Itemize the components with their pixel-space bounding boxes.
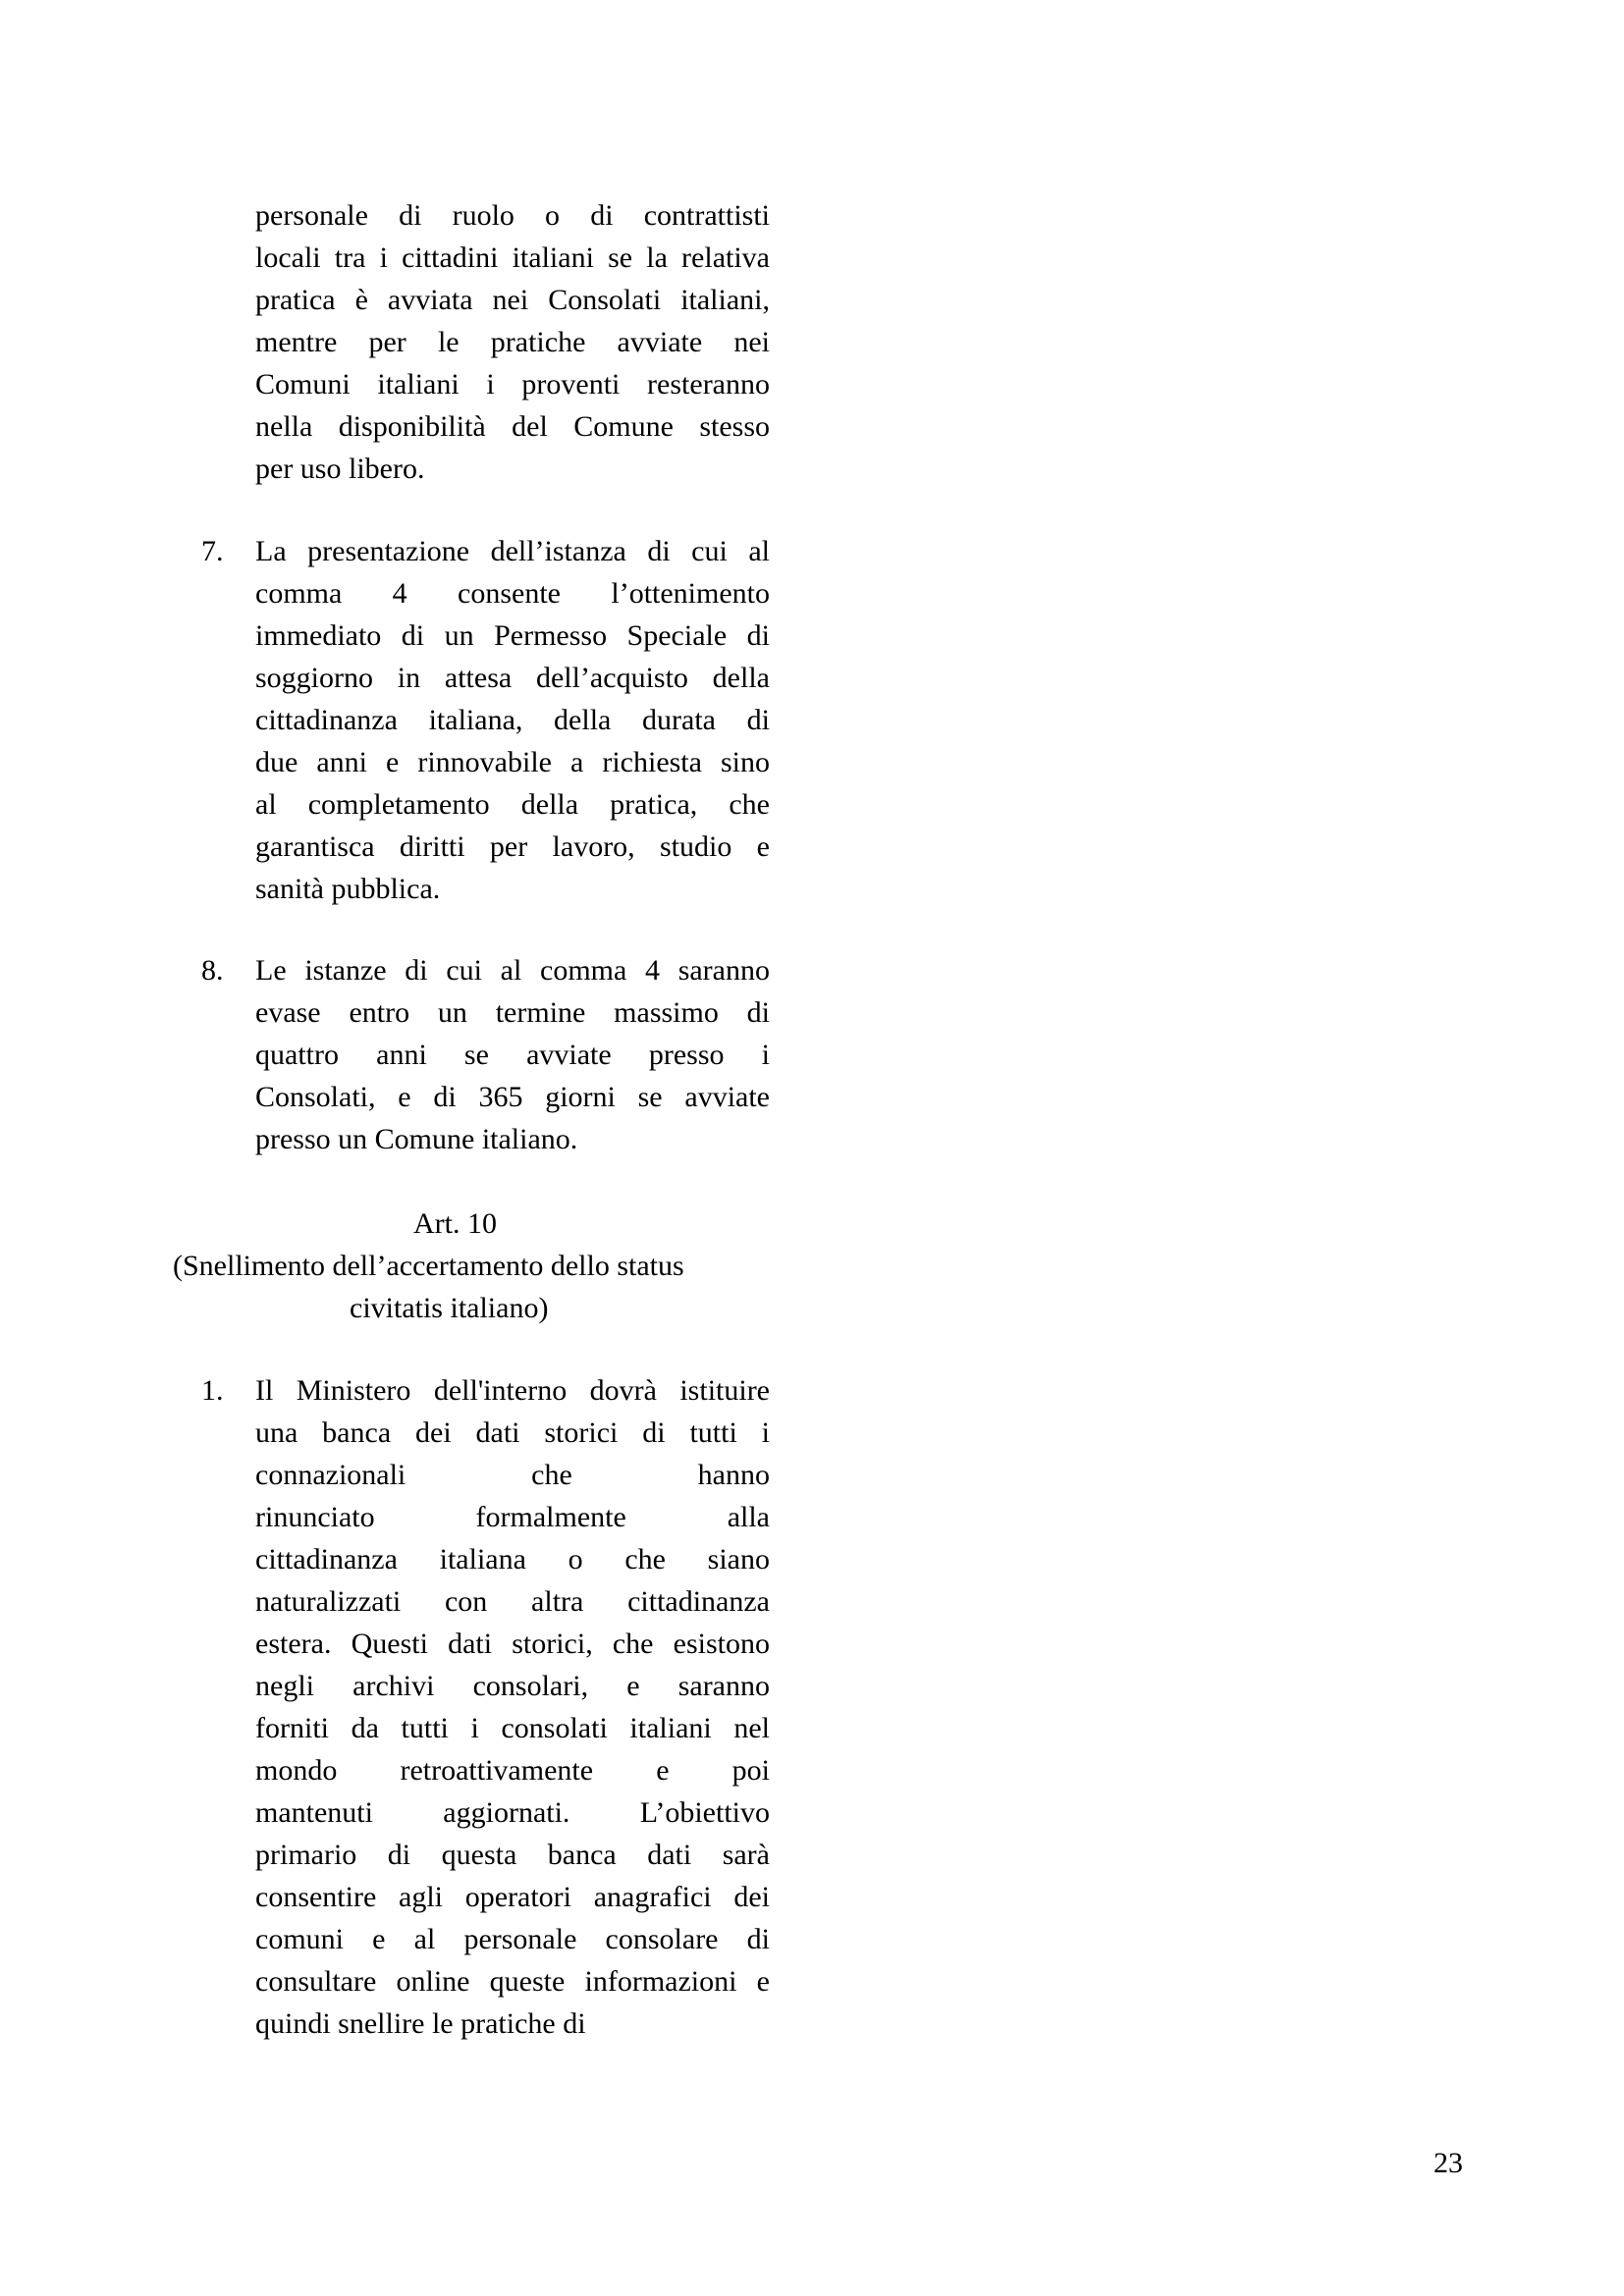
text-line: consentire agli operatori anagrafici dei — [255, 1881, 770, 1913]
text-line: comuni e al personale consolare di — [255, 1923, 770, 1955]
text-line: per uso libero. — [255, 453, 425, 485]
text-line: nella disponibilità del Comune stesso — [255, 410, 770, 443]
text-line: comma 4 consente l’ottenimento — [255, 577, 770, 610]
article-subtitle-line: civitatis italiano) — [350, 1292, 549, 1324]
text-line: Il Ministero dell'interno dovrà istituire — [255, 1374, 770, 1407]
text-line: immediato di un Permesso Speciale di — [255, 619, 770, 652]
text-line: consultare online queste informazioni e — [255, 1965, 770, 1998]
list-item-7 — [255, 530, 770, 910]
page-number: 23 — [1434, 2147, 1463, 2179]
list-number: 1. — [201, 1374, 224, 1407]
article-subtitle-line: (Snellimento dell’accertamento dello status — [173, 1250, 684, 1282]
text-line: Le istanze di cui al comma 4 saranno — [255, 954, 770, 987]
text-line: La presentazione dell’istanza di cui al — [255, 535, 770, 567]
text-line: rinunciato formalmente alla — [255, 1501, 770, 1533]
text-line: mantenuti aggiornati. L’obiettivo — [255, 1796, 770, 1829]
text-line: connazionali che hanno — [255, 1459, 770, 1491]
text-line: garantisca diritti per lavoro, studio e — [255, 830, 770, 863]
text-line: locali tra i cittadini italiani se la relativa — [255, 241, 770, 274]
text-line: Consolati, e di 365 giorni se avviate — [255, 1081, 770, 1113]
text-line: forniti da tutti i consolati italiani nel — [255, 1712, 770, 1744]
article-title: Art. 10 — [413, 1207, 497, 1240]
text-line: presso un Comune italiano. — [255, 1123, 578, 1155]
text-line: al completamento della pratica, che — [255, 788, 770, 821]
list-item-1 — [255, 1369, 770, 2045]
text-line: quindi snellire le pratiche di — [255, 2007, 586, 2040]
text-line: soggiorno in attesa dell’acquisto della — [255, 662, 770, 694]
continuation-paragraph — [255, 194, 770, 490]
text-line: mondo retroattivamente e poi — [255, 1754, 770, 1787]
text-line: primario di questa banca dati sarà — [255, 1839, 770, 1871]
text-line: pratica è avviata nei Consolati italiani, — [255, 284, 770, 316]
text-line: due anni e rinnovabile a richiesta sino — [255, 746, 770, 778]
text-line: negli archivi consolari, e saranno — [255, 1670, 770, 1702]
text-line: personale di ruolo o di contrattisti — [255, 199, 770, 232]
text-line: mentre per le pratiche avviate nei — [255, 326, 770, 358]
text-line: Comuni italiani i proventi resteranno — [255, 368, 770, 400]
text-line: evase entro un termine massimo di — [255, 996, 770, 1029]
text-line: quattro anni se avviate presso i — [255, 1039, 770, 1071]
text-line: cittadinanza italiana, della durata di — [255, 704, 770, 736]
text-line: sanità pubblica. — [255, 873, 441, 905]
text-line: naturalizzati con altra cittadinanza — [255, 1585, 770, 1618]
list-item-8 — [255, 949, 770, 1160]
article-heading — [147, 1202, 854, 1329]
list-number: 8. — [201, 954, 224, 987]
text-line: una banca dei dati storici di tutti i — [255, 1416, 770, 1449]
list-number: 7. — [201, 535, 224, 567]
text-line: estera. Questi dati storici, che esistono — [255, 1628, 770, 1660]
text-line: cittadinanza italiana o che siano — [255, 1543, 770, 1575]
